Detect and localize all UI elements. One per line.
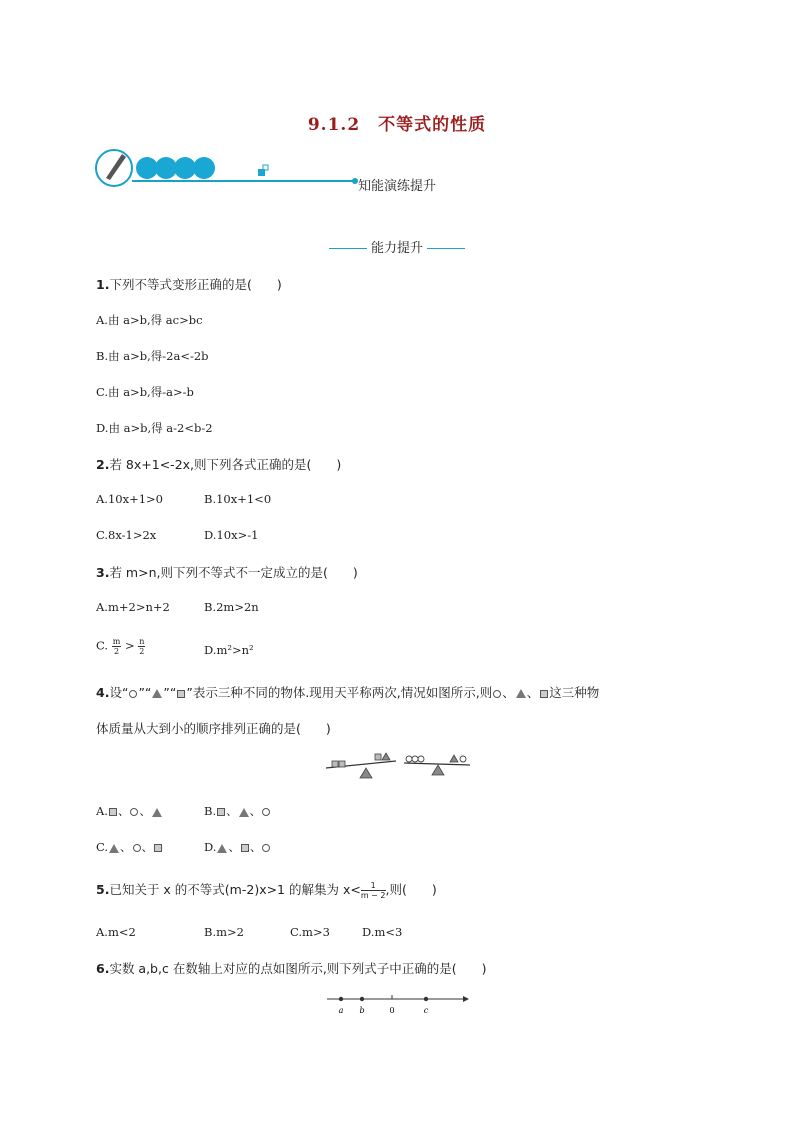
label-zero: 0 [389, 1006, 395, 1015]
brush-icon [106, 154, 126, 180]
q3-option-d[interactable]: D.m²>n² [204, 643, 254, 657]
balance-scale-figure [322, 750, 472, 784]
q2-option-b[interactable]: B.10x+1<0 [204, 492, 272, 506]
q1-option-a[interactable]: A.由 a>b,得 ac>bc [96, 313, 203, 327]
balance-scale-2 [404, 755, 470, 775]
triangle-icon [239, 808, 249, 817]
q5-option-c[interactable]: C.m>3 [290, 925, 330, 939]
label-a: a [338, 1006, 344, 1015]
question-1: 1.下列不等式变形正确的是( ) [96, 277, 282, 292]
q4-option-c[interactable]: C. 、 、 [96, 839, 163, 855]
page-title: 9.1.2 不等式的性质 [307, 115, 487, 135]
q2-option-a[interactable]: A.10x+1>0 [96, 492, 163, 506]
circle-icon [493, 690, 501, 698]
point-a [339, 997, 343, 1001]
question-4: 4.设“ ”“ ”“ ”表示三种不同的物体.现用天平称两次,情况如图所示,则 、 、 这三种物 [96, 685, 600, 700]
q2-option-c[interactable]: C.8x-1>2x [96, 528, 157, 542]
fraction-m-over-2: $\frac{m}{2}$ [112, 637, 121, 656]
q1-option-b[interactable]: B.由 a>b,得-2a<-2b [96, 349, 209, 363]
q3-option-c[interactable]: C. $\frac{m}{2}$ > $\frac{n}{2}$ [96, 637, 145, 656]
q4-option-b[interactable]: B. 、 、 [204, 803, 271, 819]
question-2: 2.若 8x+1<-2x,则下列各式正确的是( ) [96, 457, 342, 472]
circle-icon [129, 690, 137, 698]
triangle-icon [217, 844, 227, 853]
square-icon [540, 690, 548, 698]
question-4-line2: 体质量从大到小的顺序排列正确的是( ) [96, 721, 331, 736]
triangle-icon [152, 808, 162, 817]
circle-icon [133, 844, 141, 852]
section-header [0, 237, 794, 256]
q4-option-d[interactable]: D. 、 、 [204, 839, 271, 855]
banner-dot [193, 157, 215, 179]
point-b [360, 997, 364, 1001]
circle-icon [262, 844, 270, 852]
banner-dot [174, 157, 196, 179]
square-icon [177, 690, 185, 698]
circle-icon [262, 808, 270, 816]
q3-option-b[interactable]: B.2m>2n [204, 600, 259, 614]
q2-option-d[interactable]: D.10x>-1 [204, 528, 259, 542]
label-b: b [359, 1006, 365, 1015]
q5-option-a[interactable]: A.m<2 [96, 925, 136, 939]
fraction-1-over-m-minus-2: $\frac{1}{m - 2}$ [360, 881, 386, 900]
square-icon [154, 844, 162, 852]
circle-icon [130, 808, 138, 816]
question-3: 3.若 m>n,则下列不等式不一定成立的是( ) [96, 565, 358, 580]
square-icon [241, 844, 249, 852]
q4-option-a[interactable]: A. 、 、 [96, 803, 163, 819]
triangle-icon [152, 689, 162, 698]
question-6: 6.实数 a,b,c 在数轴上对应的点如图所示,则下列式子中正确的是( ) [96, 961, 487, 976]
label-c: c [423, 1006, 429, 1015]
q5-option-b[interactable]: B.m>2 [204, 925, 244, 939]
fraction-n-over-2: $\frac{n}{2}$ [139, 637, 145, 656]
q1-option-d[interactable]: D.由 a>b,得 a-2<b-2 [96, 421, 213, 435]
banner-label: 知能演练提升 [358, 179, 437, 194]
square-icon [217, 808, 225, 816]
triangle-icon [516, 689, 526, 698]
q3-option-a[interactable]: A.m+2>n+2 [96, 600, 170, 614]
banner-dot [136, 157, 158, 179]
question-5: 5.已知关于 x 的不等式(m-2)x>1 的解集为 x< $\frac{1}{m - 2}$ ,则( ) [96, 881, 437, 900]
q5-option-d[interactable]: D.m<3 [362, 925, 403, 939]
square-icon [109, 808, 117, 816]
point-c [424, 997, 428, 1001]
q1-option-c[interactable]: C.由 a>b,得-a>-b [96, 385, 194, 399]
number-line-figure [325, 990, 470, 1018]
section-title: 能力提升 [370, 241, 423, 256]
triangle-icon [109, 844, 119, 853]
balance-scale-1 [326, 753, 396, 778]
banner-dot [155, 157, 177, 179]
